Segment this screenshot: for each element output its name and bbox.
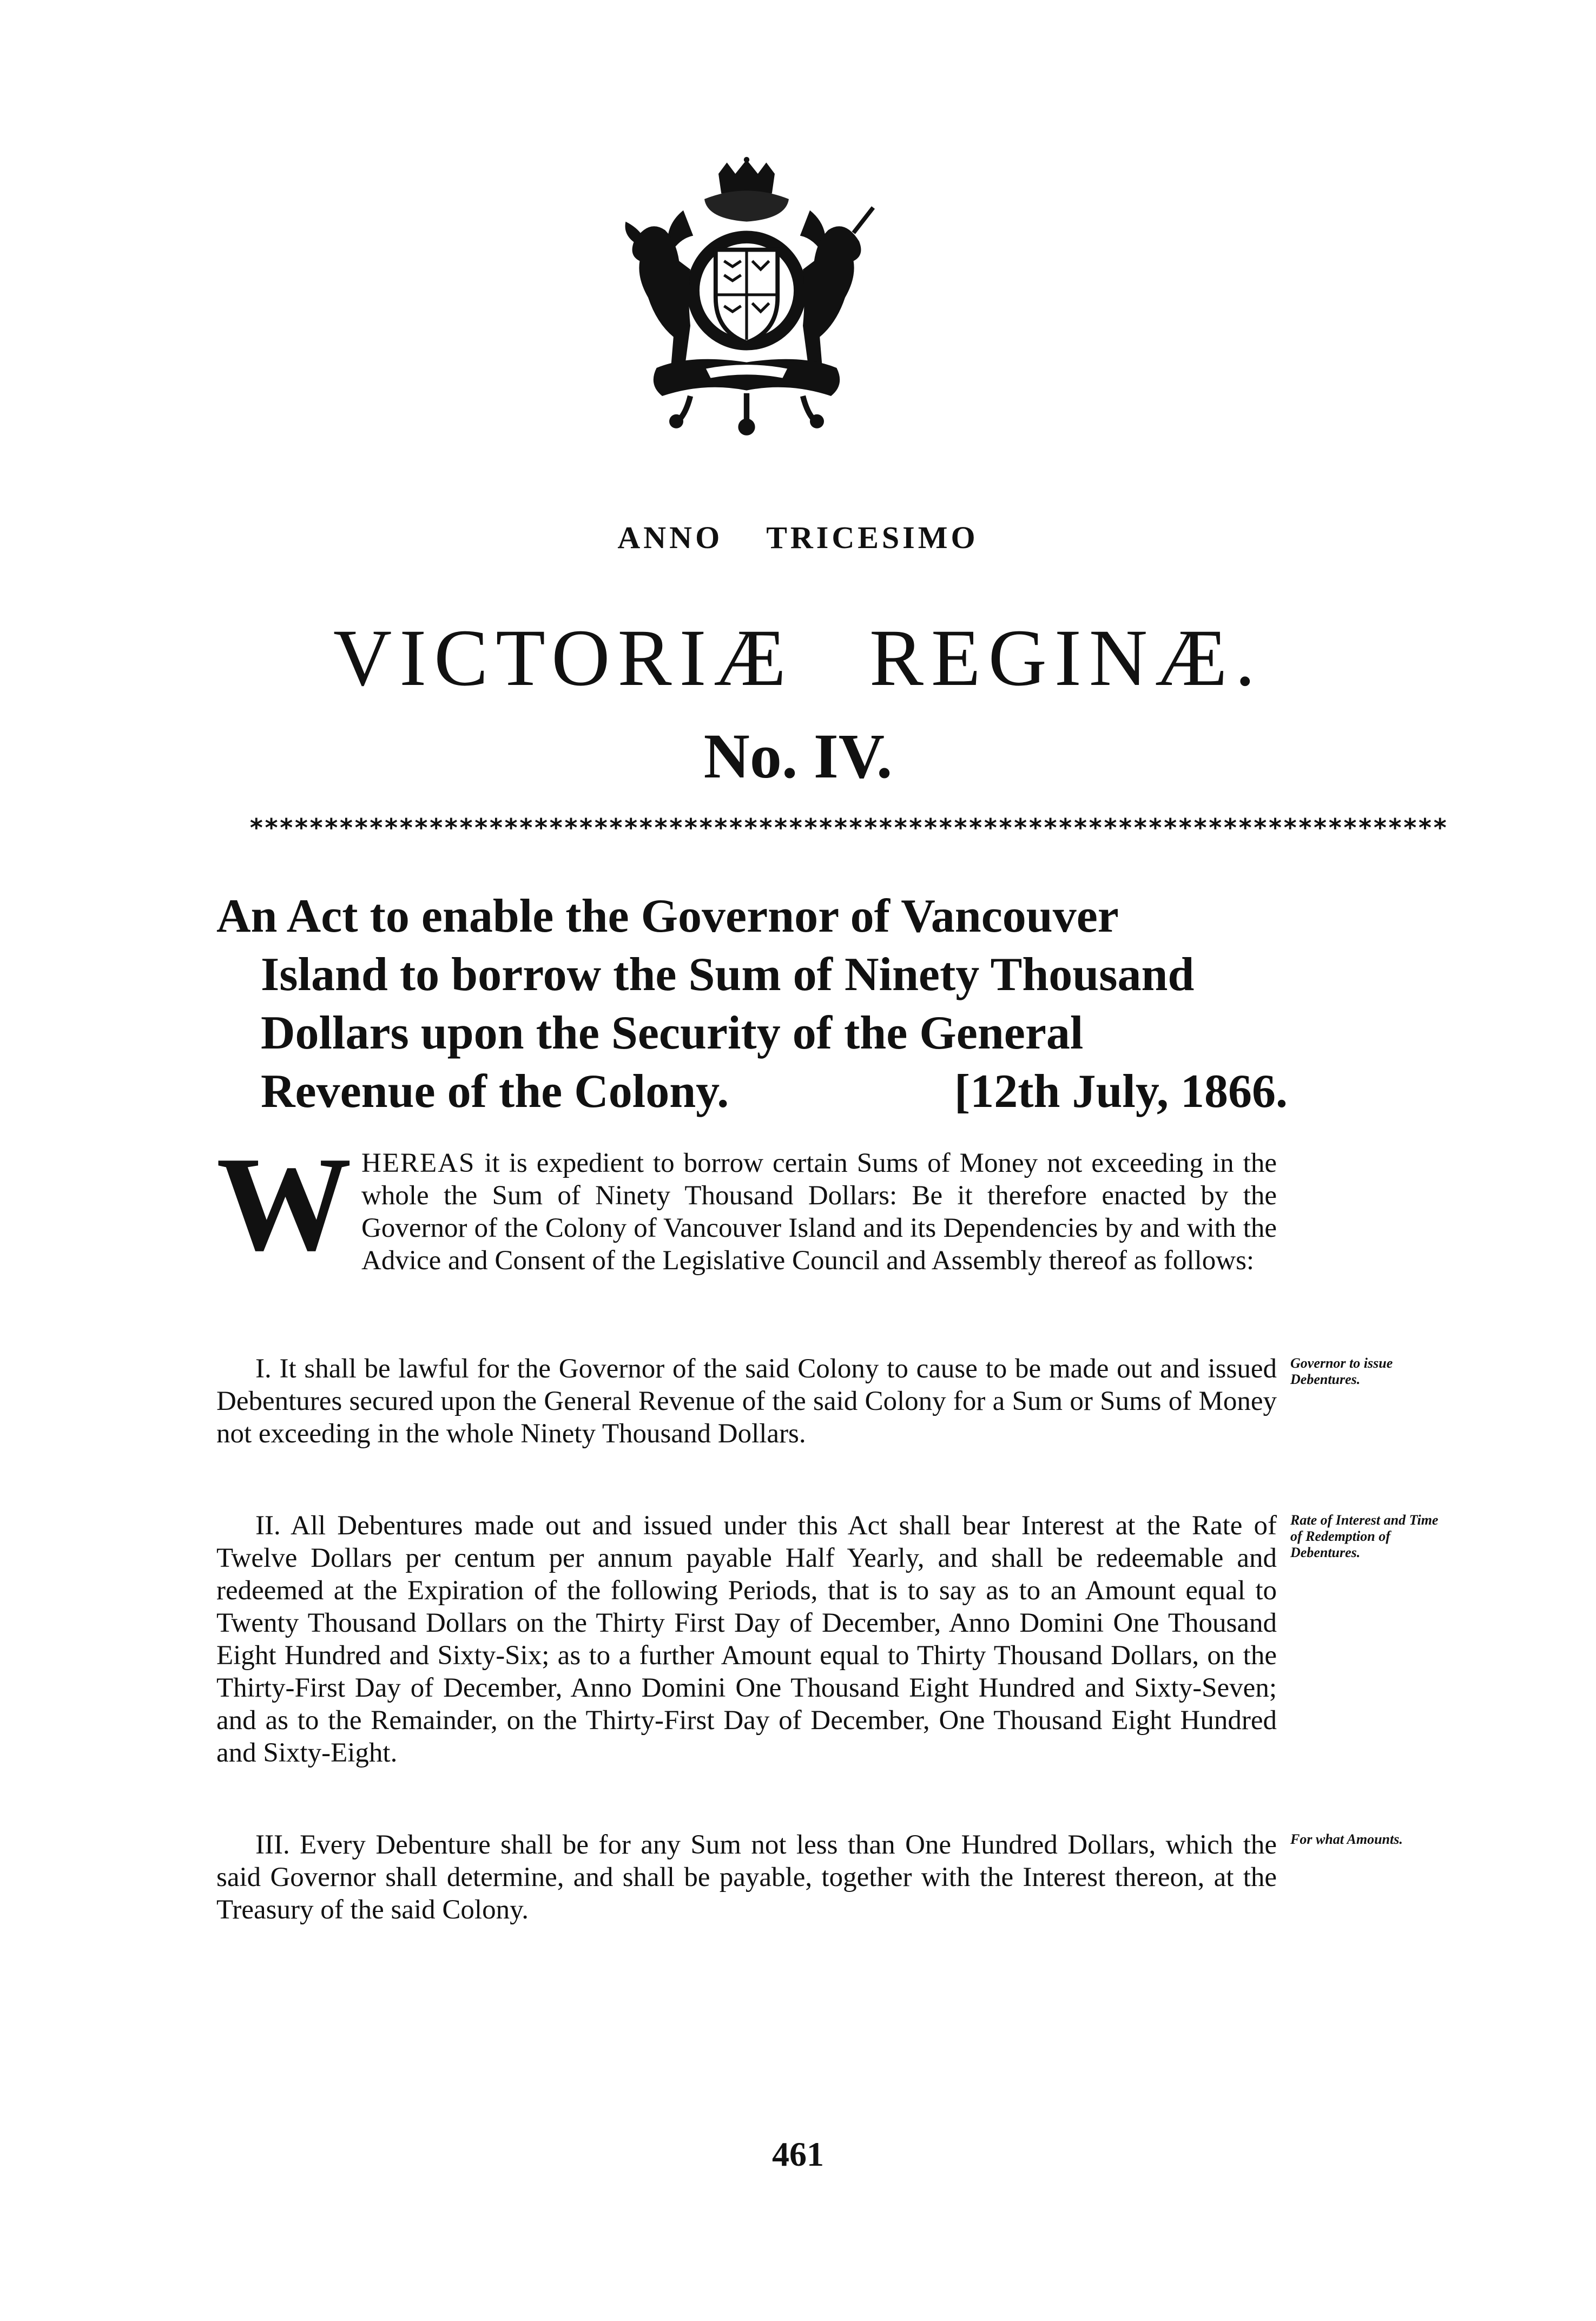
section-3-text: Every Debenture shall be for any Sum not less than One Hundred Dollars, which the said Governor shall determine, and shall be payable, together with the Interest thereon, at the Treasury of the said Colony. [216, 1830, 1277, 1925]
drop-cap: W [216, 1129, 352, 1279]
royal-coat-of-arms-icon [606, 157, 887, 438]
section-1-number: I. [255, 1354, 272, 1384]
section-1-margin-note: Governor to issue Debentures. [1290, 1355, 1393, 1387]
preamble-paragraph [216, 1129, 1277, 1279]
section-1 [216, 1353, 1277, 1450]
section-3-margin-note: For what Amounts. [1290, 1831, 1403, 1847]
reginae-word: REGINÆ. [869, 613, 1263, 703]
title-line-2: Island to borrow the Sum of Ninety Thousand [261, 948, 1195, 1001]
enactment-date: [12th July, 1866. [954, 1065, 1288, 1118]
section-2-number: II. [255, 1511, 281, 1541]
section-2-margin-note: Rate of Interest and Time of Redemption of Debentures. [1290, 1512, 1439, 1560]
victoriae-word: VICTORIÆ [333, 613, 794, 703]
preamble-text: it is expedient to borrow certain Sums of Money not exceeding in the whole the Sum of Ninety Thousand Dollars: Be it therefore enacted by the Governor of the Colony of Vancouver Island and its Dependencies by and with the Advice and Consent of the Legislative Council and Assembly thereof as follows: [361, 1148, 1277, 1276]
section-3-number: III. [255, 1830, 290, 1860]
regnal-year-heading [0, 519, 1596, 556]
preamble-lead: HEREAS [361, 1148, 476, 1178]
regnal-title [0, 611, 1596, 704]
title-line-4 [216, 1063, 1288, 1121]
page-number: 461 [772, 2135, 824, 2173]
section-2 [216, 1509, 1277, 1769]
act-title [216, 887, 1288, 1121]
title-line-1: An Act to enable the Governor of Vancouver [216, 890, 1119, 942]
section-3 [216, 1829, 1277, 1926]
title-line-3: Dollars upon the Security of the General [261, 1007, 1084, 1059]
asterisk-divider: ******************************************************************************** [249, 813, 1448, 842]
anno-word: ANNO [617, 520, 723, 555]
title-line-4-text: Revenue of the Colony. [261, 1065, 729, 1118]
section-2-text: All Debentures made out and issued under this Act shall bear Interest at the Rate of Twelve Dollars per centum per annum payable Half Yearly, and shall be redeemable and redeemed at the Expiration of the following Periods, that is to say as to an Amount equal to Twenty Thousand Dollars on the Thirty First Day of December, Anno Domini One Thousand Eight Hundred and Sixty-Six; as to a further Amount equal to Thirty Thousand Dollars, on the Thirty-First Day of December, Anno Domini One Thousand Eight Hundred and Sixty-Seven; and as to the Remainder, on the Thirty-First Day of December, One Thousand Eight Hundred and Sixty-Eight. [216, 1511, 1277, 1768]
act-number: No. IV. [703, 721, 893, 792]
section-1-text: It shall be lawful for the Governor of the said Colony to cause to be made out and issued Debentures secured upon the General Revenue of the said Colony for a Sum or Sums of Money not exceeding in the whole Ninety Thousand Dollars. [216, 1354, 1277, 1449]
tricesimo-word: TRICESIMO [766, 520, 979, 555]
